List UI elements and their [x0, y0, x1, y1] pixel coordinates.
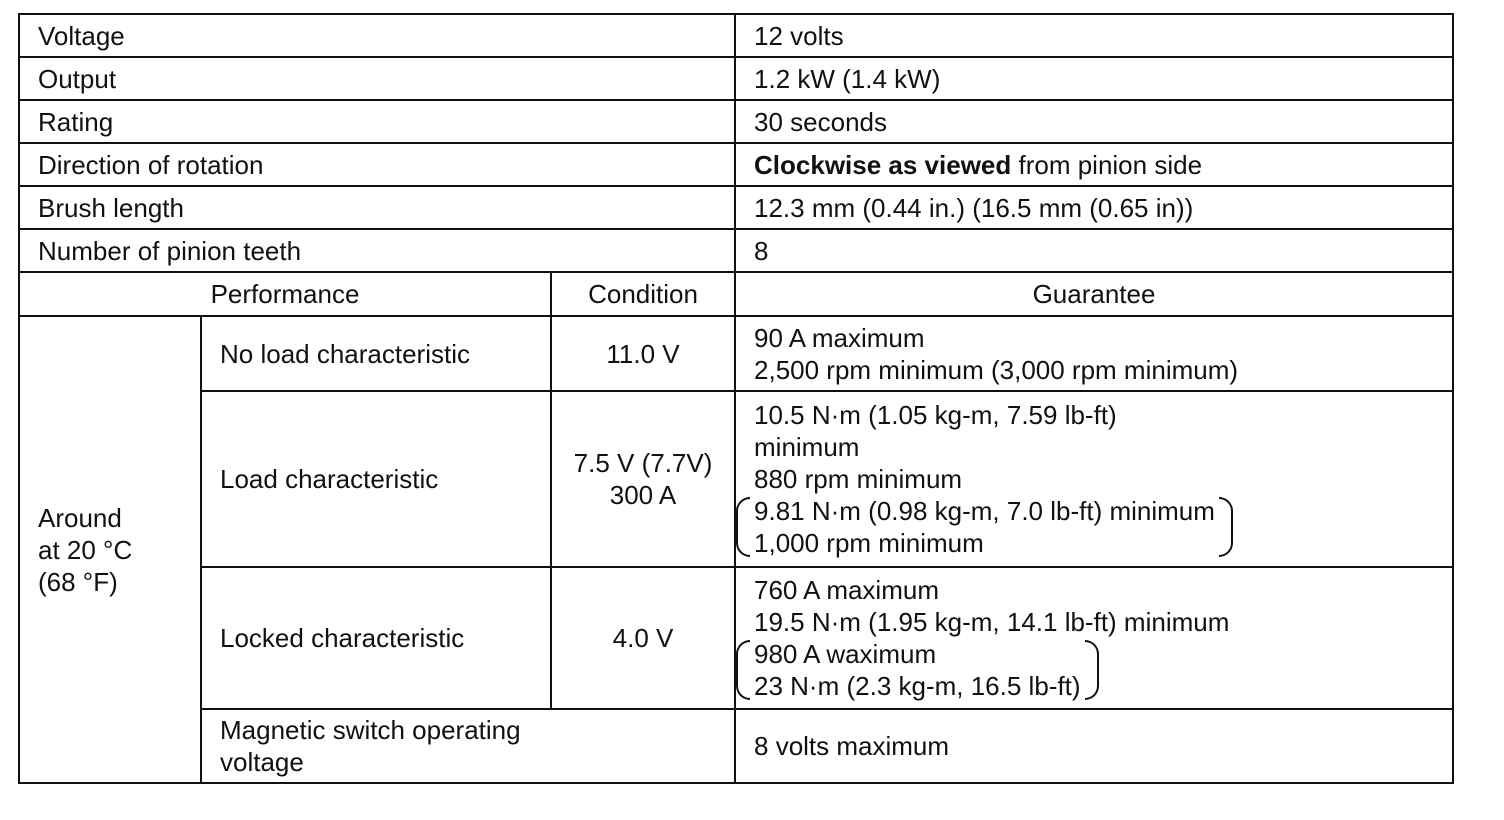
spec-label: Direction of rotation	[19, 143, 735, 186]
spec-row-direction	[19, 143, 1453, 186]
perf-guarantee	[735, 391, 1453, 567]
condition-line: 300 A	[609, 480, 677, 510]
perf-condition: 4.0 V	[551, 567, 735, 709]
perf-guarantee: 8 volts maximum	[735, 709, 1453, 783]
perf-label-line: voltage	[220, 747, 304, 777]
parenthetical-block	[736, 638, 1099, 702]
spec-value-bold: Clockwise as viewed	[754, 149, 1012, 180]
header-row	[19, 272, 1453, 316]
spec-value: 8	[735, 229, 1453, 272]
guarantee-line: 880 rpm minimum	[754, 464, 963, 494]
guarantee-line: 2,500 rpm minimum (3,000 rpm minimum)	[754, 354, 1239, 385]
perf-label: Locked characteristic	[201, 567, 551, 709]
guarantee-line: 1,000 rpm minimum	[754, 528, 984, 558]
perf-row-locked	[19, 567, 1453, 709]
spec-label: Number of pinion teeth	[19, 229, 735, 272]
perf-label: No load characteristic	[201, 316, 551, 391]
perf-condition	[551, 391, 735, 567]
guarantee-line: 19.5 N·m (1.95 kg-m, 14.1 lb-ft) minimum	[754, 607, 1230, 637]
spec-label: Rating	[19, 100, 735, 143]
header-guarantee: Guarantee	[735, 272, 1453, 316]
perf-row-magnetic	[19, 709, 1453, 783]
perf-row-load	[19, 391, 1453, 567]
spec-value-rest: from pinion side	[1011, 149, 1203, 180]
guarantee-line: 10.5 N·m (1.05 kg-m, 7.59 lb-ft)	[754, 400, 1117, 430]
guarantee-line: 9.81 N·m (0.98 kg-m, 7.0 lb-ft) minimum	[754, 496, 1215, 526]
perf-guarantee	[735, 567, 1453, 709]
perf-row-no-load	[19, 316, 1453, 391]
condition-line: 7.5 V (7.7V)	[573, 448, 713, 478]
guarantee-line: 23 N·m (2.3 kg-m, 16.5 lb-ft)	[754, 671, 1081, 701]
parenthetical-block	[736, 495, 1233, 559]
guarantee-line: 760 A maximum	[754, 575, 939, 605]
spec-row-voltage	[19, 14, 1453, 57]
guarantee-line: minimum	[754, 432, 860, 462]
perf-guarantee	[735, 316, 1453, 391]
perf-label	[201, 709, 735, 783]
group-label-line: (68 °F)	[38, 566, 118, 597]
spec-label: Brush length	[19, 186, 735, 229]
spec-value: 30 seconds	[735, 100, 1453, 143]
perf-condition: 11.0 V	[551, 316, 735, 391]
starter-spec-table	[18, 13, 1454, 784]
spec-value: 12.3 mm (0.44 in.) (16.5 mm (0.65 in))	[735, 186, 1453, 229]
perf-label: Load characteristic	[201, 391, 551, 567]
group-label-line: Around	[38, 502, 122, 533]
spec-row-rating	[19, 100, 1453, 143]
header-condition: Condition	[551, 272, 735, 316]
group-label	[19, 316, 201, 783]
spec-value: 1.2 kW (1.4 kW)	[735, 57, 1453, 100]
spec-row-brush-length	[19, 186, 1453, 229]
perf-label-line: Magnetic switch operating	[220, 715, 521, 745]
spec-value	[735, 143, 1453, 186]
group-label-line: at 20 °C	[38, 534, 133, 565]
spec-label: Output	[19, 57, 735, 100]
guarantee-line: 90 A maximum	[754, 322, 925, 353]
spec-label: Voltage	[19, 14, 735, 57]
spec-row-output	[19, 57, 1453, 100]
header-performance: Performance	[19, 272, 551, 316]
spec-row-pinion-teeth	[19, 229, 1453, 272]
guarantee-line: 980 A waximum	[754, 639, 937, 669]
spec-value: 12 volts	[735, 14, 1453, 57]
